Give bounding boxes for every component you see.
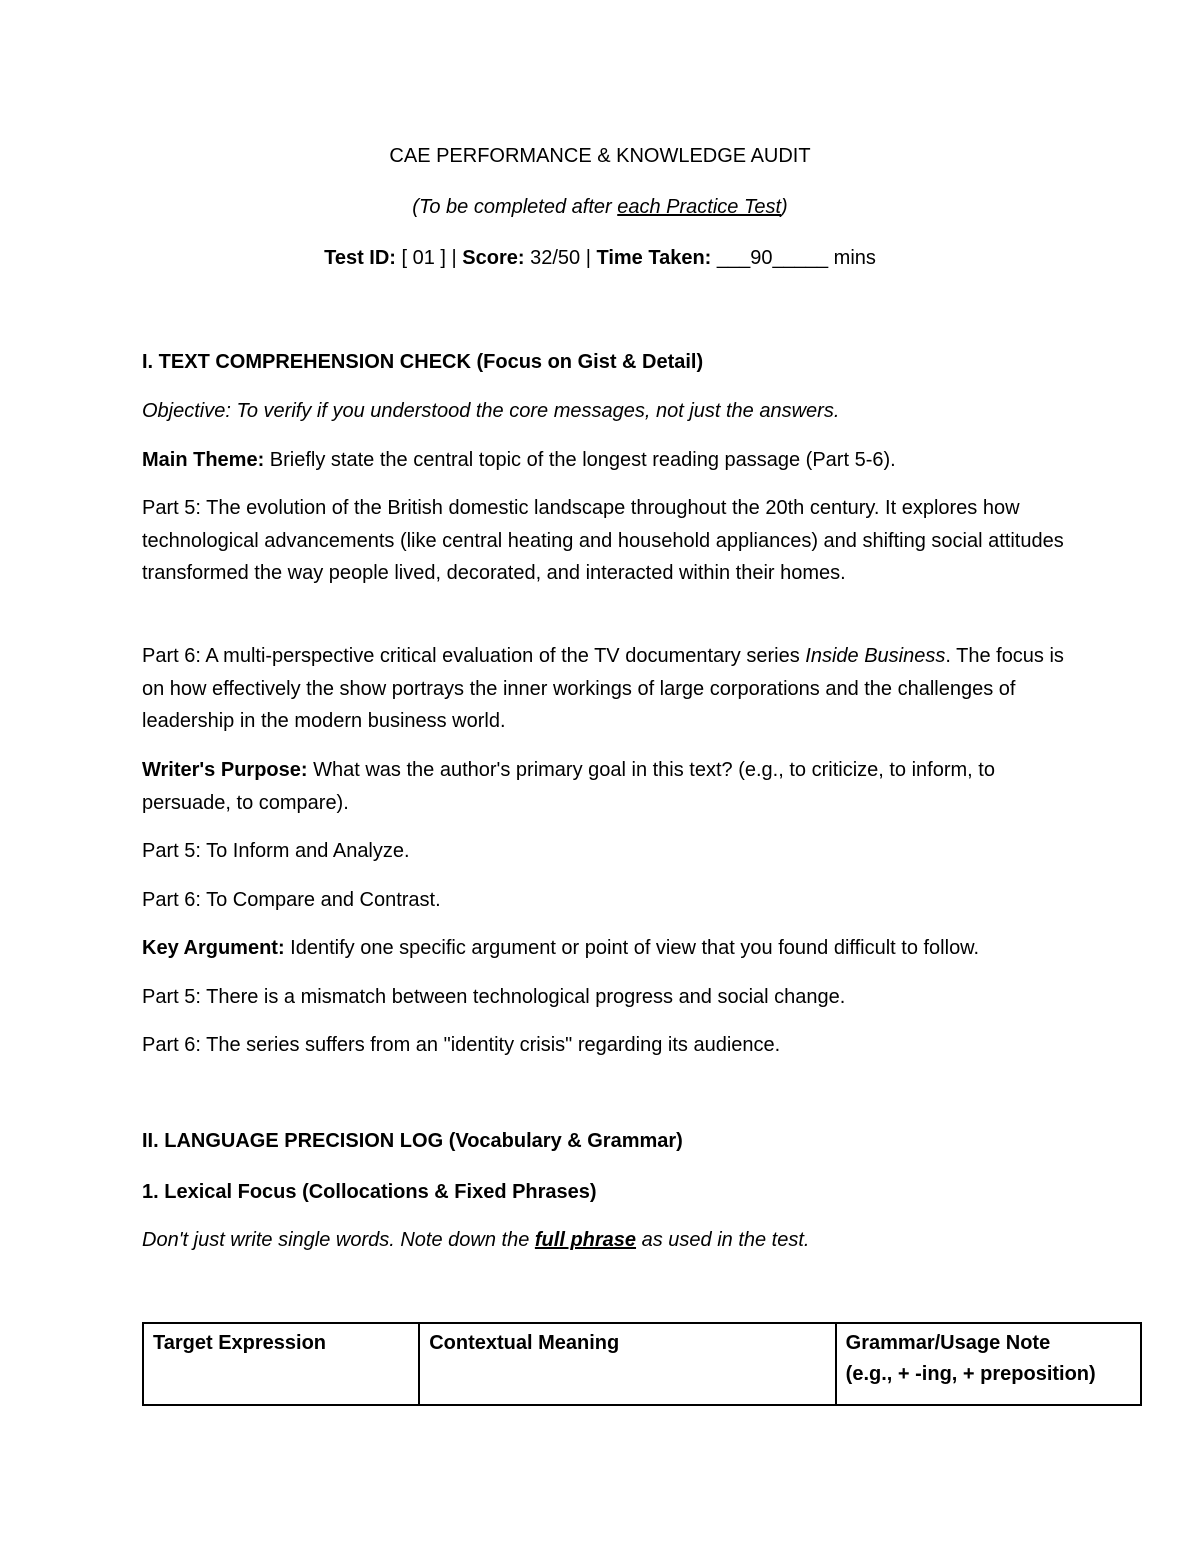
section1-heading: I. TEXT COMPREHENSION CHECK (Focus on Gist & Detail) xyxy=(142,351,704,373)
main-theme-text: Briefly state the central topic of the longest reading passage (Part 5-6). xyxy=(264,449,896,471)
section2-instruction xyxy=(142,1224,1072,1257)
table-header-row xyxy=(143,1323,1141,1405)
main-theme-prompt xyxy=(142,444,1072,477)
writers-purpose-label: Writer's Purpose: xyxy=(142,759,308,781)
lexical-focus-table xyxy=(142,1322,1142,1406)
key-argument-label: Key Argument: xyxy=(142,937,285,959)
writers-purpose-part5: Part 5: To Inform and Analyze. xyxy=(142,840,410,862)
part6-post: . The focus is on how effectively the show portrays the inner workings of large corporations and the challenges of leadership in the modern business world. xyxy=(142,645,1064,732)
writers-purpose-prompt xyxy=(142,754,1072,819)
test-id-label: Test ID: xyxy=(324,247,396,269)
key-argument-text: Identify one specific argument or point of view that you found difficult to follow. xyxy=(284,937,980,959)
section1-objective: Objective: To verify if you understood the core messages, not just the answers. xyxy=(142,400,840,422)
header-target-expression: Target Expression xyxy=(143,1323,419,1405)
instruction-post: as used in the test. xyxy=(636,1229,810,1251)
time-value: ___90_____ mins xyxy=(711,247,876,269)
main-theme-part5: Part 5: The evolution of the British domestic landscape throughout the 20th century. It explores how technological advancements (like central heating and household appliances) and shifting social attitudes transformed the way people lived, decorated, and interacted within their homes. xyxy=(142,497,1064,584)
instruction-pre: Don't just write single words. Note down the xyxy=(142,1229,535,1251)
section2-heading: II. LANGUAGE PRECISION LOG (Vocabulary & Grammar) xyxy=(142,1130,683,1152)
test-meta-line xyxy=(0,247,1200,270)
main-theme-label: Main Theme: xyxy=(142,449,265,471)
document-subtitle xyxy=(0,196,1200,219)
header-grammar-usage-note xyxy=(836,1323,1141,1405)
subtitle-underlined: each Practice Test xyxy=(617,196,782,218)
section2-subheading: 1. Lexical Focus (Collocations & Fixed Phrases) xyxy=(142,1181,597,1203)
subtitle-post: ) xyxy=(781,196,788,218)
key-argument-part5: Part 5: There is a mismatch between technological progress and social change. xyxy=(142,986,846,1008)
subtitle-pre: (To be completed after xyxy=(412,196,618,218)
instruction-emphasis: full phrase xyxy=(534,1229,637,1251)
writers-purpose-text: What was the author's primary goal in this text? (e.g., to criticize, to inform, to persuade, to compare). xyxy=(142,759,995,814)
writers-purpose-part6: Part 6: To Compare and Contrast. xyxy=(142,889,441,911)
header-contextual-meaning: Contextual Meaning xyxy=(419,1323,835,1405)
header-grammar-usage-title: Grammar/Usage Note xyxy=(845,1332,1051,1354)
key-argument-part6: Part 6: The series suffers from an "identity crisis" regarding its audience. xyxy=(142,1034,781,1056)
test-id-value: [ 01 ] | xyxy=(395,247,463,269)
document-title: CAE PERFORMANCE & KNOWLEDGE AUDIT xyxy=(389,145,811,167)
main-theme-part6 xyxy=(142,640,1072,738)
part6-pre: Part 6: A multi-perspective critical evaluation of the TV documentary series xyxy=(142,645,806,667)
header-grammar-usage-example: (e.g., + -ing, + preposition) xyxy=(845,1363,1096,1385)
key-argument-prompt xyxy=(142,932,1102,965)
part6-series-title: Inside Business xyxy=(805,645,946,667)
score-label: Score: xyxy=(462,247,525,269)
time-label: Time Taken: xyxy=(596,247,712,269)
score-value: 32/50 | xyxy=(524,247,597,269)
